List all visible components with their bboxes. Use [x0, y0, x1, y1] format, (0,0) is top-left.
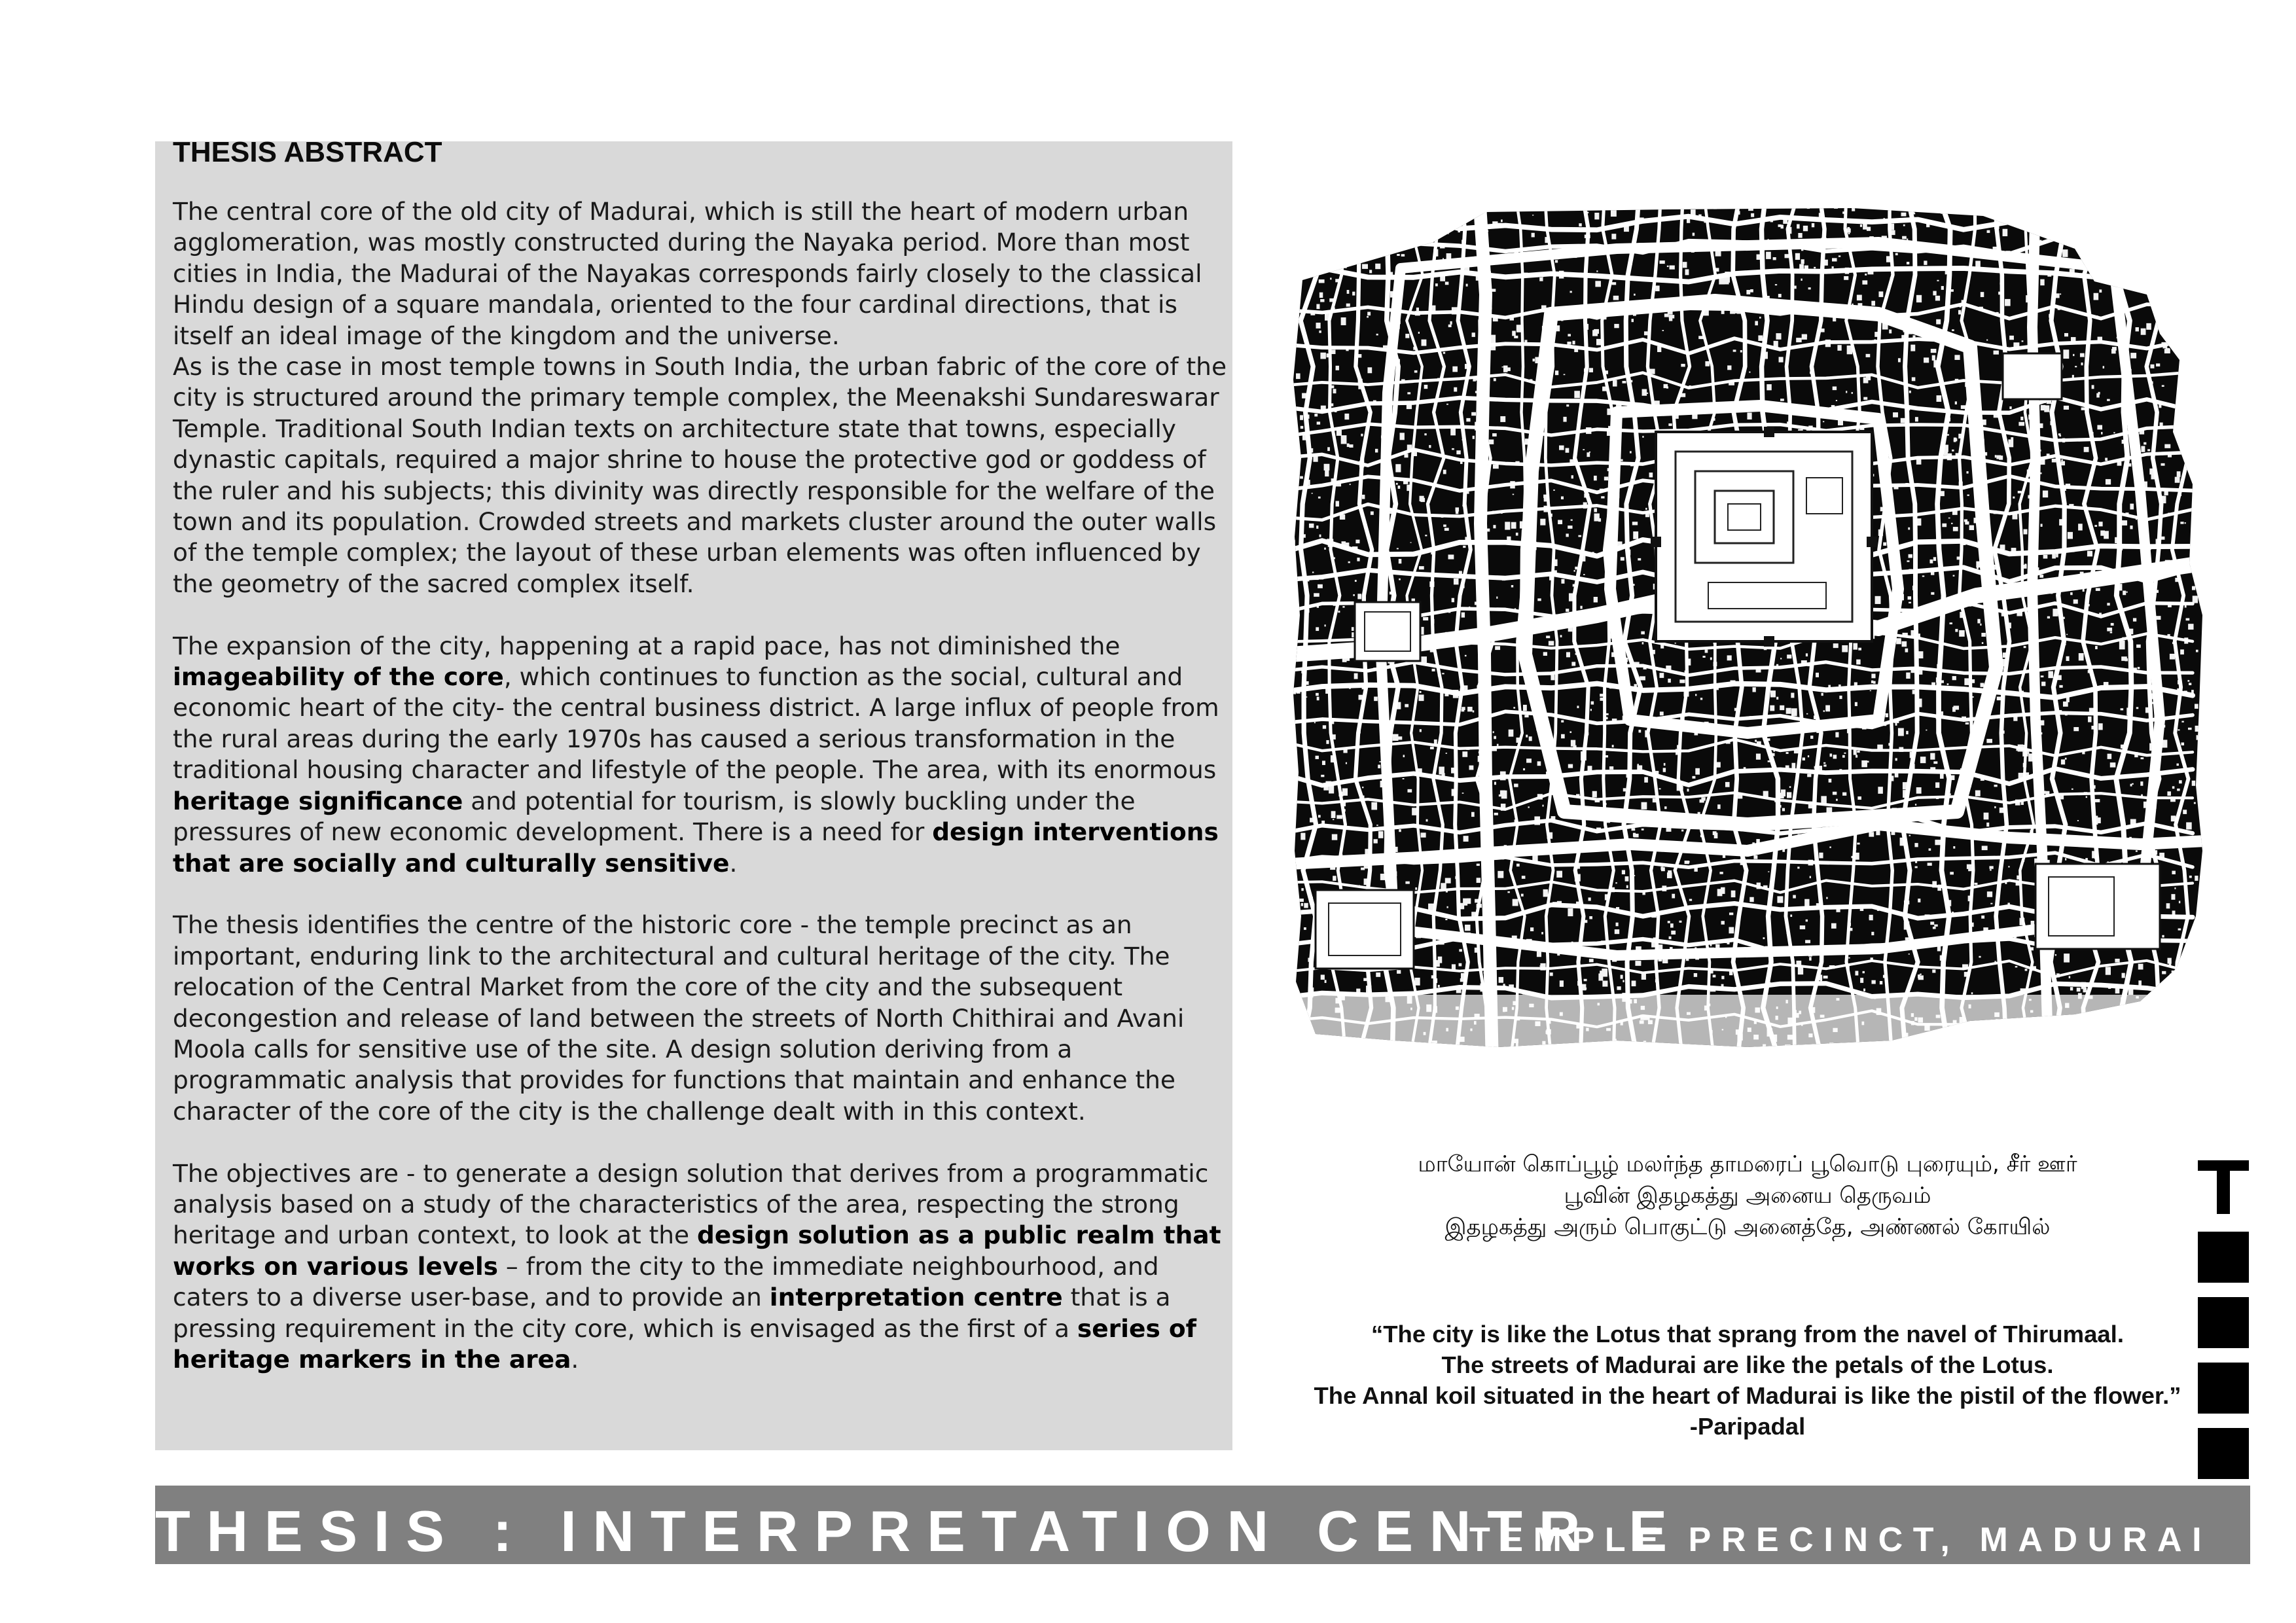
- quote-attribution: -Paripadal: [1689, 1413, 1806, 1440]
- emphasis-text: imageability of the core: [173, 662, 504, 692]
- city-map-figure: [1289, 196, 2206, 1067]
- paragraph-text: The expansion of the city, happening at a rapid pace, has not diminished the: [173, 631, 1121, 660]
- paragraph-text: – from the city to the immediate neighbourhood, and caters to a diverse user-base, and to provide an: [173, 1251, 1159, 1312]
- verse-line: பூவின் இதழகத்து அனைய தெருவம்: [1564, 1183, 1931, 1209]
- emphasis-text: heritage significance: [173, 786, 463, 815]
- tamil-verse: [1283, 1149, 2212, 1243]
- abstract-paragraph: [173, 1158, 1233, 1376]
- abstract-body: [173, 196, 1233, 1406]
- emphasis-text: design solution as a public realm that works on various levels: [173, 1221, 1221, 1281]
- abstract-paragraph: [173, 196, 1233, 599]
- map-drawing: [1289, 196, 2206, 1067]
- paragraph-text: The central core of the old city of Madurai, which is still the heart of modern urban agglomeration, was mostly constructed during the Nayaka period. More than most cities in India, the Madurai of the Nayakas corresponds fairly closely to the classical Hindu design of a square mandala, oriented to the four cardinal directions, that is itself an ideal image of the kingdom and the universe.: [173, 197, 1202, 350]
- marker-block: [2198, 1232, 2249, 1283]
- footer-title-band: [155, 1486, 2250, 1564]
- paragraph-text: As is the case in most temple towns in South India, the urban fabric of the core of the city is structured around the primary temple complex, the Meenakshi Sundareswarar Temple. Traditional South Indian texts on architecture state that towns, especially dynastic capitals, required a major shrine to house the protective god or goddess of the ruler and his subjects; this divinity was directly responsible for the welfare of the town and its population. Crowded streets and markets cluster around the outer walls of the temple complex; the layout of these urban elements was often influenced by the geometry of the sacred complex itself.: [173, 352, 1227, 598]
- marker-block: [2198, 1428, 2249, 1479]
- marker-block: [2198, 1297, 2249, 1348]
- emphasis-text: series of heritage markers in the area: [173, 1313, 1196, 1374]
- emphasis-text: design interventions that are socially and culturally sensitive: [173, 817, 1219, 878]
- marker-block: [2198, 1363, 2249, 1414]
- paragraph-text: , which continues to function as the social, cultural and economic heart of the city- the central business district. A large influx of people from the rural areas during the early 1970s has caused a serious transformation in the traditional housing character and lifestyle of the people. The area, with its enormous: [173, 662, 1219, 785]
- paragraph-text: that is a pressing requirement in the city core, which is envisaged as the first of a: [173, 1283, 1171, 1343]
- abstract-paragraph: [173, 631, 1233, 879]
- footer-subtitle: TEMPLE PRECINCT, MADURAI: [1469, 1521, 2212, 1559]
- paragraph-text: The thesis identifies the centre of the historic core - the temple precinct as an important, enduring link to the architectural and cultural heritage of the city. The relocation of the Central Market from the core of the city and the subsequent decongestion and release of land between the streets of North Chithirai and Avani Moola calls for sensitive use of the site. A design solution deriving from a programmatic analysis that provides for functions that maintain and enhance the character of the core of the city is the challenge dealt with in this context.: [173, 910, 1185, 1126]
- quote-line: The Annal koil situated in the heart of Madurai is like the pistil of the flower.”: [1314, 1382, 2181, 1409]
- paripadal-quote: [1283, 1319, 2212, 1442]
- quote-line: The streets of Madurai are like the petals of the Lotus.: [1441, 1351, 2054, 1378]
- paragraph-text: The objectives are - to generate a design solution that derives from a programmatic analysis based on a study of the characteristics of the area, respecting the strong heritage and urban context, to look at the: [173, 1158, 1209, 1250]
- verse-line: மாயோன் கொப்பூழ் மலர்ந்த தாமரைப் பூவொடு புரையும், சீர் ஊர்: [1418, 1151, 2077, 1177]
- t-letter-mark: [2198, 1160, 2249, 1214]
- abstract-paragraph: [173, 910, 1233, 1127]
- paragraph-text: .: [571, 1344, 579, 1374]
- emphasis-text: interpretation centre: [769, 1283, 1063, 1312]
- footer-title: THESIS : INTERPRETATION CENTR E: [155, 1499, 1683, 1563]
- paragraph-text: and potential for tourism, is slowly buckling under the pressures of new economic development. There is a need for: [173, 786, 1136, 847]
- quote-line: “The city is like the Lotus that sprang from the navel of Thirumaal.: [1371, 1321, 2124, 1347]
- verse-line: இதழகத்து அரும் பொகுட்டு அனைத்தே, அண்ணல் கோயில்: [1444, 1214, 2051, 1240]
- abstract-heading: THESIS ABSTRACT: [173, 136, 442, 168]
- paragraph-text: .: [729, 848, 738, 878]
